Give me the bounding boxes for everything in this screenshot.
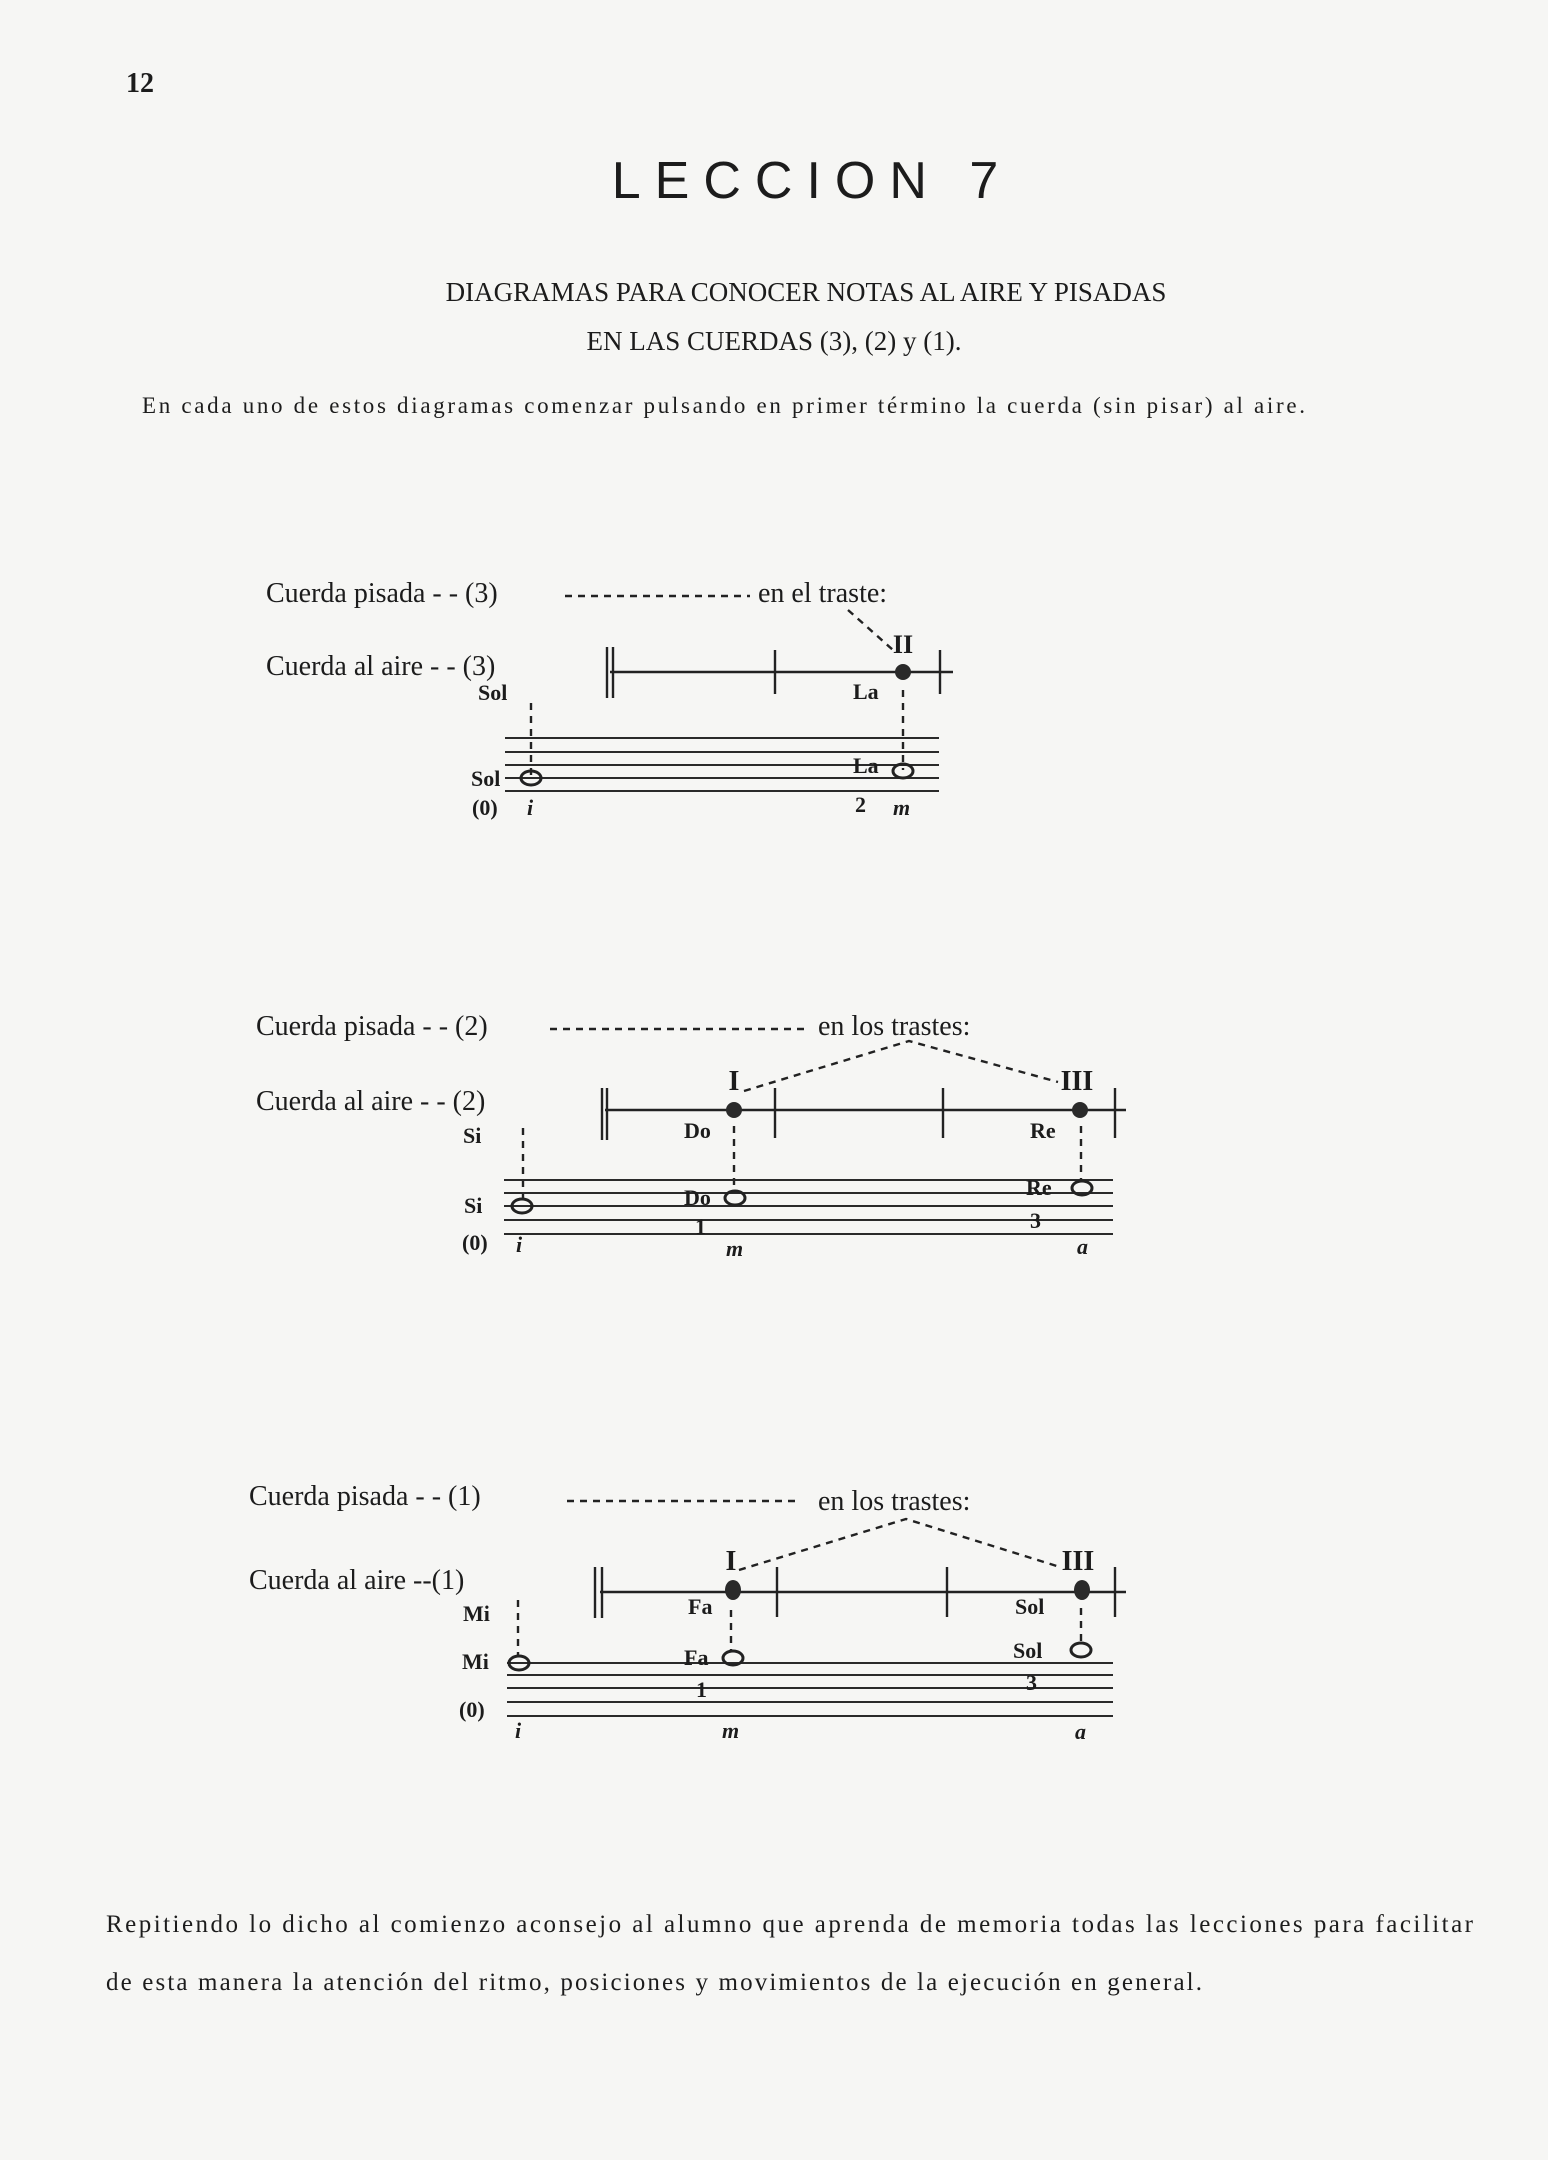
fret-dot xyxy=(1072,1102,1088,1118)
fret-dot xyxy=(725,1580,741,1600)
staff-finger: a xyxy=(1077,1234,1088,1259)
subtitle-line-2: EN LAS CUERDAS (3), (2) y (1). xyxy=(586,326,962,356)
staff-open-fret: (0) xyxy=(472,795,498,820)
staff-note: Do xyxy=(684,1185,711,1210)
staff-open-note: Si xyxy=(464,1193,483,1218)
fret-dot xyxy=(1074,1580,1090,1600)
fret-number: II xyxy=(892,630,914,659)
staff-open-fret: (0) xyxy=(462,1230,488,1255)
staff-open-finger: i xyxy=(527,795,534,820)
open-note: Sol xyxy=(478,680,508,705)
fret-number: III xyxy=(1060,1066,1094,1097)
fret-note: Do xyxy=(684,1118,711,1143)
page-title: LECCION 7 xyxy=(611,152,1013,210)
staff-fret: 2 xyxy=(855,792,866,817)
closing-line-2: de esta manera la atención del ritmo, posiciones y movimientos de la ejecución en general. xyxy=(106,1969,1202,1996)
intro-text: En cada uno de estos diagramas comenzar pulsando en primer término la cuerda (sin pisar) al aire. xyxy=(142,393,1306,418)
staff-finger: a xyxy=(1075,1719,1086,1744)
pressed-string-label: Cuerda pisada - - (2) xyxy=(256,1011,488,1042)
pressed-string-suffix: en los trastes: xyxy=(818,1011,971,1042)
fret-number: I xyxy=(725,1546,737,1577)
fret-note: Sol xyxy=(1015,1594,1045,1619)
staff-finger: m xyxy=(722,1718,740,1743)
fret-dot xyxy=(726,1102,742,1118)
fret-note: Re xyxy=(1030,1118,1056,1143)
staff-open-finger: i xyxy=(516,1232,523,1257)
staff-note: Re xyxy=(1026,1175,1052,1200)
open-string-label: Cuerda al aire --(1) xyxy=(249,1565,465,1596)
pressed-string-label: Cuerda pisada - - (3) xyxy=(266,578,498,609)
open-string-label: Cuerda al aire - - (3) xyxy=(266,651,496,682)
subtitle-line-1: DIAGRAMAS PARA CONOCER NOTAS AL AIRE Y PISADAS xyxy=(445,277,1167,307)
staff-finger: m xyxy=(893,795,911,820)
fret-number: III xyxy=(1061,1546,1095,1577)
pressed-string-suffix: en el traste: xyxy=(758,578,888,609)
closing-line-1: Repitiendo lo dicho al comienzo aconsejo al alumno que aprenda de memoria todas las lecciones para facilitar xyxy=(106,1911,1473,1938)
staff-open-fret: (0) xyxy=(459,1697,485,1722)
staff-note: Sol xyxy=(1013,1638,1043,1663)
fret-note: La xyxy=(853,679,879,704)
staff-fret: 3 xyxy=(1030,1208,1041,1233)
staff-open-finger: i xyxy=(515,1718,522,1743)
staff-finger: m xyxy=(726,1236,744,1261)
pressed-string-suffix: en los trastes: xyxy=(818,1486,971,1517)
staff-open-note: Mi xyxy=(462,1649,489,1674)
open-note: Si xyxy=(463,1123,482,1148)
staff-note: Fa xyxy=(684,1645,709,1670)
open-note: Mi xyxy=(463,1601,490,1626)
open-string-label: Cuerda al aire - - (2) xyxy=(256,1086,486,1117)
staff-note: La xyxy=(853,753,879,778)
staff-open-note: Sol xyxy=(471,766,501,791)
staff-fret: 1 xyxy=(695,1214,706,1239)
staff-fret: 3 xyxy=(1026,1670,1037,1695)
fret-number: I xyxy=(728,1066,740,1097)
fret-note: Fa xyxy=(688,1594,713,1619)
fret-dot xyxy=(895,664,911,680)
pressed-string-label: Cuerda pisada - - (1) xyxy=(249,1481,481,1512)
page-number: 12 xyxy=(126,68,154,99)
staff-fret: 1 xyxy=(696,1677,707,1702)
